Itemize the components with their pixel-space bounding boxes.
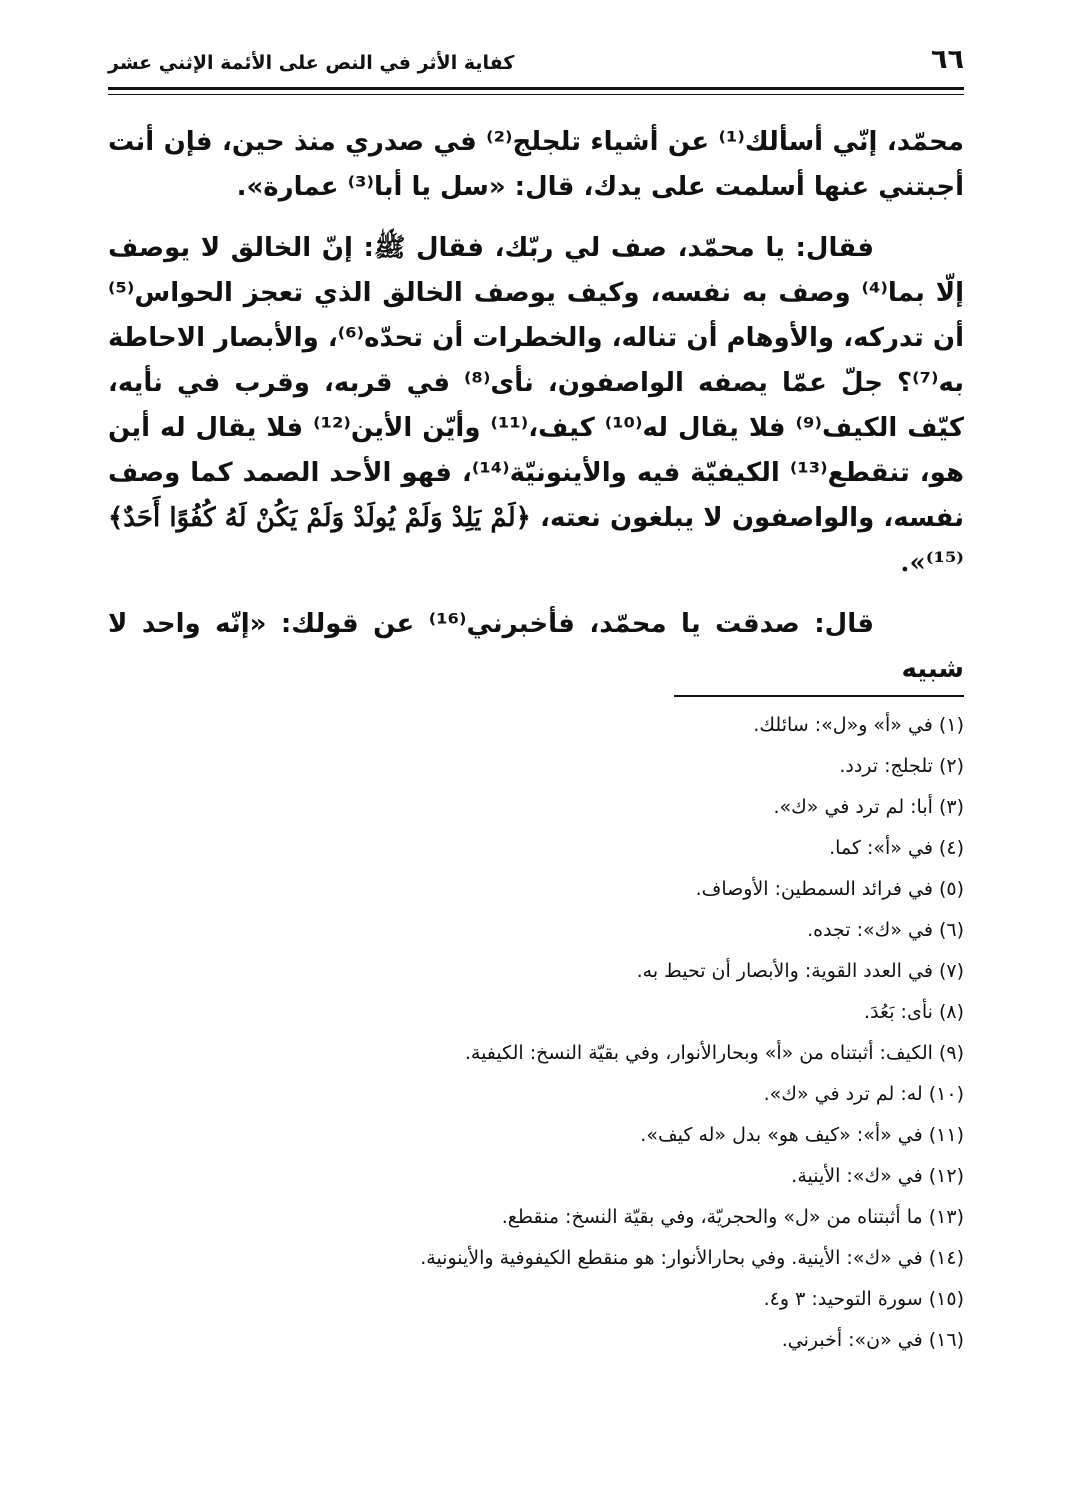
footnote-11: (١١) في «أ»: «كيف هو» بدل «له كيف». [640, 1124, 964, 1146]
footnote-15: (١٥) سورة التوحيد: ٣ و٤. [763, 1288, 964, 1310]
footnote-9: (٩) الكيف: أثبتناه من «أ» وبحارالأنوار، وفي بقيّة النسخ: الكيفية. [464, 1042, 964, 1064]
running-title: كفاية الأثر في النص على الأئمة الإثني عشر [108, 52, 515, 74]
paragraph-2-text: فقال: يا محمّد، صف لي ربّك، فقال ﷺ: إنّ الخالق لا يوصف إلّا بما⁽⁴⁾ وصف به نفسه، وكيف يوصف الخالق الذي تعجز الحواس⁽⁵⁾ أن تدركه، والأوهام أن تناله، والخطرات أن تحدّه⁽⁶⁾، والأبصار الاحاطة به⁽⁷⁾؟ جلّ عمّا يصفه الواصفون، نأى⁽⁸⁾ في قربه، وقرب في نأيه، كيّف الكيف⁽⁹⁾ فلا يقال له⁽¹⁰⁾ كيف،⁽¹¹⁾ وأيّن الأين⁽¹²⁾ فلا يقال له أين هو، تنقطع⁽¹³⁾ الكيفيّة فيه والأينونيّة⁽¹⁴⁾، فهو الأحد الصمد كما وصف نفسه، والواصفون لا يبلغون نعته، [108, 233, 964, 533]
footnote-12: (١٢) في «ك»: الأينية. [791, 1165, 964, 1187]
paragraph-1: محمّد، إنّي أسألك⁽¹⁾ عن أشياء تلجلج⁽²⁾ في صدري منذ حين، فإن أنت أجبتني عنها أسلمت على يدك، قال: «سل يا أبا⁽³⁾ عمارة». [108, 127, 964, 202]
paragraph-2 [108, 226, 964, 586]
footnote-7: (٧) في العدد القوية: والأبصار أن تحيط به. [636, 960, 964, 982]
footnote-1: (١) في «أ» و«ل»: سائلك. [753, 714, 964, 736]
quran-verse: ﴿لَمْ يَلِدْ وَلَمْ يُولَدْ وَلَمْ يَكُنْ لَهُ كُفُوًا أَحَدٌ﴾⁽¹⁵⁾». [108, 503, 964, 578]
page-header [108, 40, 964, 86]
footnote-10: (١٠) له: لم ترد في «ك». [763, 1083, 964, 1105]
footnote-14: (١٤) في «ك»: الأينية. وفي بحارالأنوار: هو منقطع الكيفوفية والأينونية. [420, 1247, 964, 1269]
footnote-4: (٤) في «أ»: كما. [829, 837, 964, 859]
footnote-5: (٥) في فرائد السمطين: الأوصاف. [695, 878, 964, 900]
footnote-2: (٢) تلجلج: تردد. [839, 755, 964, 777]
main-text [108, 120, 964, 708]
footnotes-list [108, 705, 964, 1361]
footnote-3: (٣) أبا: لم ترد في «ك». [773, 796, 964, 818]
book-page [108, 40, 964, 1470]
header-rule [108, 87, 964, 95]
footnote-separator [674, 695, 964, 697]
paragraph-3: قال: صدقت يا محمّد، فأخبرني⁽¹⁶⁾ عن قولك: «إنّه واحد لا شبيه [108, 609, 964, 684]
footnote-8: (٨) نأى: بَعُدَ. [864, 1001, 964, 1023]
footnote-16: (١٦) في «ن»: أخبرني. [781, 1329, 964, 1351]
page-number: ٦٦ [931, 44, 964, 75]
footnote-13: (١٣) ما أثبتناه من «ل» والحجريّة، وفي بقيّة النسخ: منقطع. [501, 1206, 964, 1228]
footnote-6: (٦) في «ك»: تجده. [807, 919, 964, 941]
